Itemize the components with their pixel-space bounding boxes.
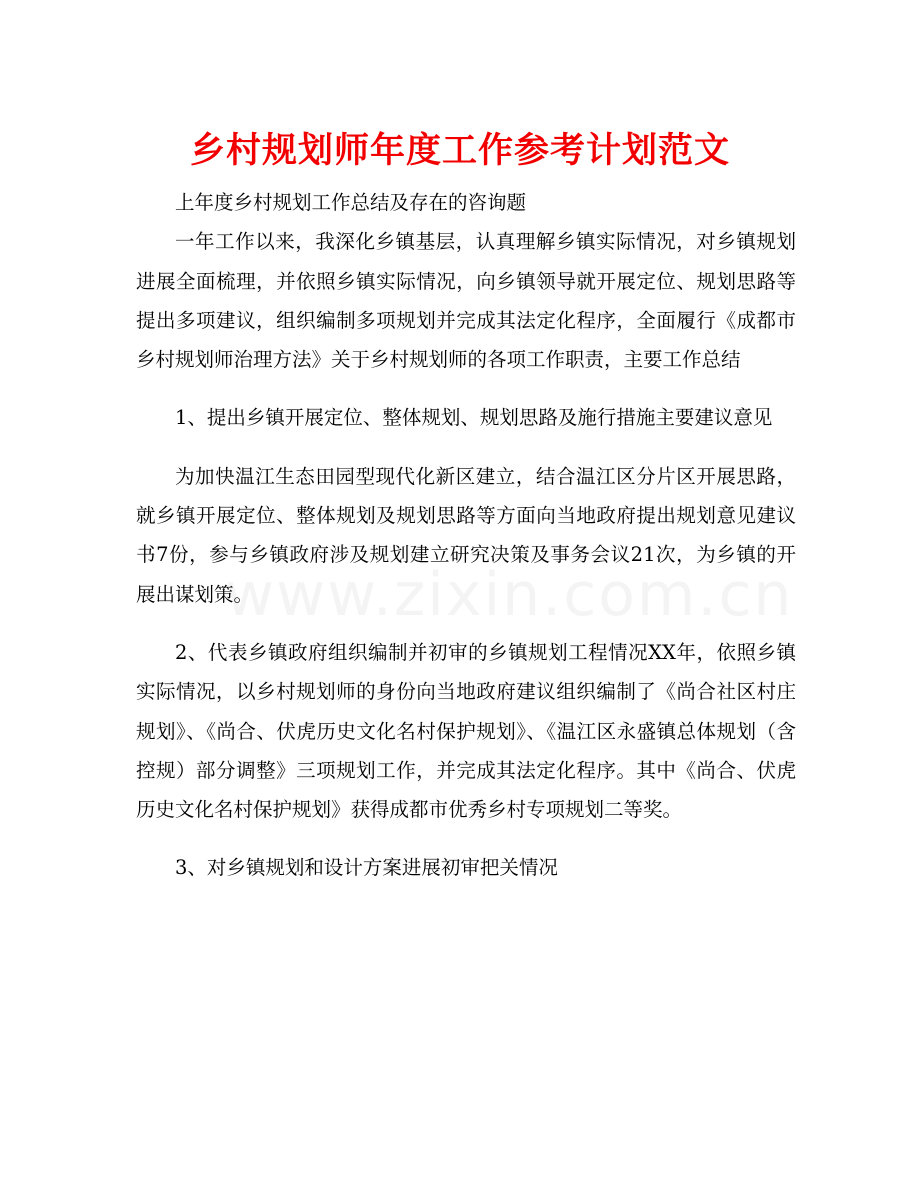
paragraph-item-1-heading: 1、提出乡镇开展定位、整体规划、规划思路及施行措施主要建议意见 (175, 406, 773, 430)
paragraph-item-1-body: 为加快温江生态田园型现代化新区建立，结合温江区分片区开展思路，就乡镇开展定位、整体规划及规划思路等方面向当地政府提出规划意见建议书7份，参与乡镇政府涉及规划建立研究决策及事务会议21次，为乡镇的开展出谋划策。 (136, 464, 796, 606)
paragraph-item-2: 2、代表乡镇政府组织编制并初审的乡镇规划工程情况XX年，依照乡镇实际情况，以乡村规划师的身份向当地政府建议组织编制了《尚合社区村庄规划》、《尚合、伏虎历史文化名村保护规划》、《温江区永盛镇总体规划（含控规）部分调整》三项规划工作，并完成其法定化程序。其中《尚合、伏虎历史文化名村保护规划》获得成都市优秀乡村专项规划二等奖。 (136, 640, 796, 822)
paragraph-intro: 一年工作以来，我深化乡镇基层，认真理解乡镇实际情况，对乡镇规划进展全面梳理，并依照乡镇实际情况，向乡镇领导就开展定位、规划思路等提出多项建议，组织编制多项规划并完成其法定化程序，全面履行《成都市乡村规划师治理方法》关于乡村规划师的各项工作职责，主要工作总结 (136, 230, 796, 372)
document-title: 乡村规划师年度工作参考计划范文 (189, 131, 730, 171)
watermark: www.zixin.com.cn (225, 560, 794, 630)
paragraph-section-heading: 上年度乡村规划工作总结及存在的咨询题 (175, 191, 527, 214)
paragraph-item-3-heading: 3、对乡镇规划和设计方案进展初审把关情况 (175, 856, 558, 880)
document-body (136, 183, 796, 888)
